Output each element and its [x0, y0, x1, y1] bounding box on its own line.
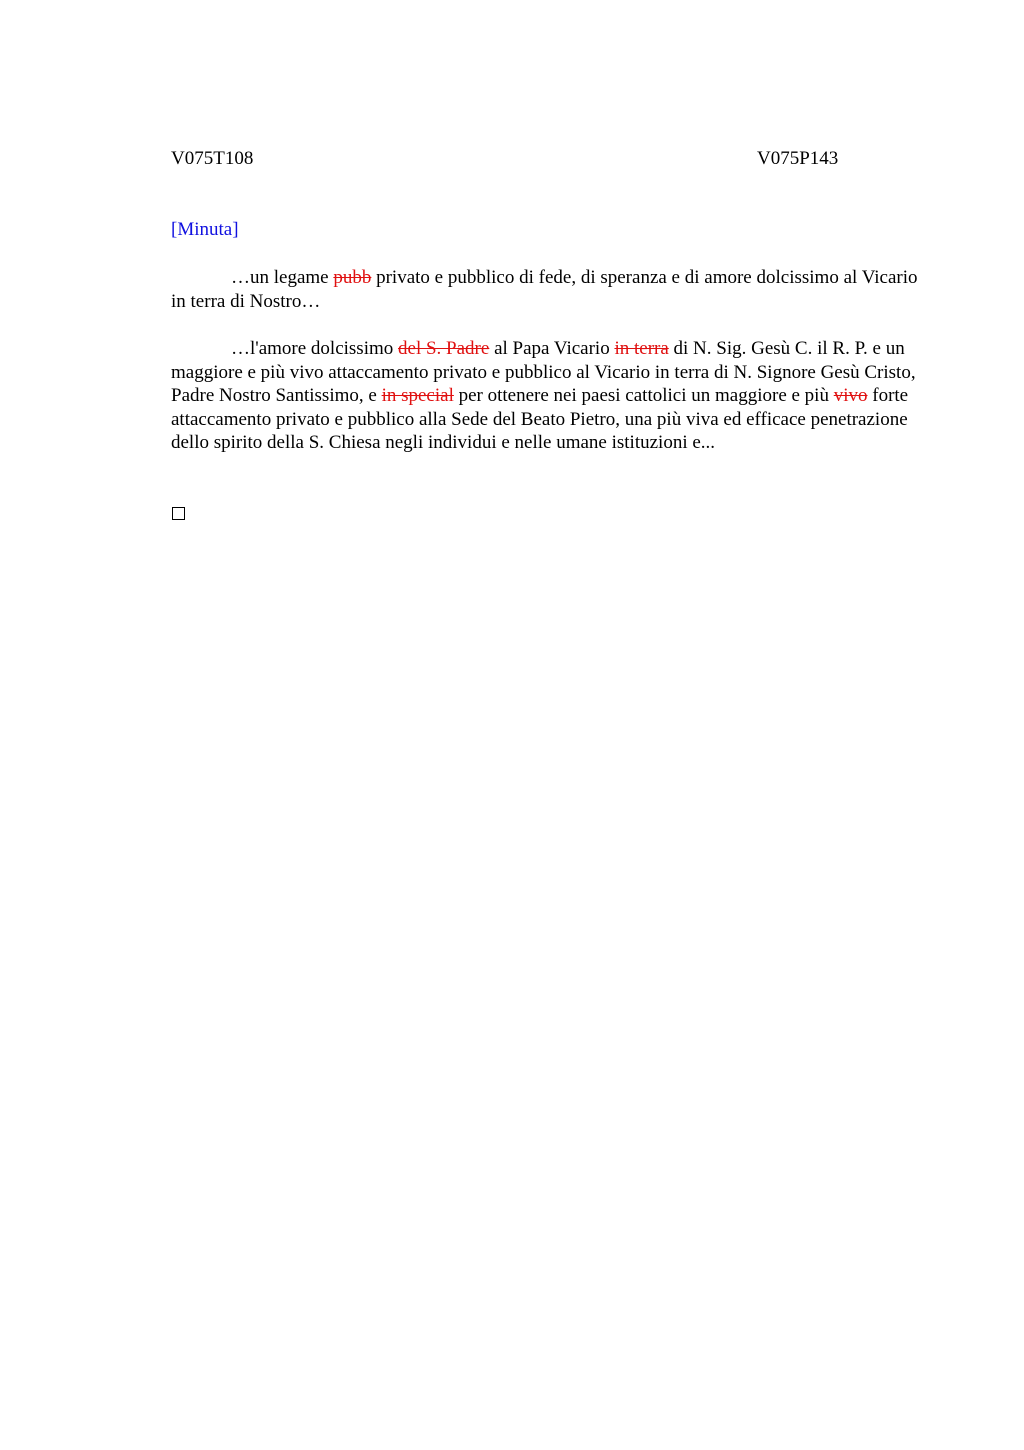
deleted-word: vivo [833, 385, 868, 406]
document-code-left: V075T108 [171, 148, 254, 169]
paragraph-2 [171, 337, 919, 455]
text-segment: …un legame [231, 267, 334, 288]
text-segment: per ottenere nei paesi cattolici un maggiore e più [453, 385, 834, 406]
text-segment: forte attaccamento privato e pubblico alla Sede del Beato Pietro, una più viva ed efficace penetrazione dello spirito della S. Chiesa negli individui e nelle umane istituzioni e... [171, 385, 909, 453]
text-segment: di N. Sig. Gesù C. il R. P. e un maggiore e più vivo attaccamento privato e pubblico al Vicario in terra di N. Signore Gesù Cristo, Padre Nostro Santissimo, e [171, 338, 916, 406]
document-code-right: V075P143 [757, 148, 839, 169]
deleted-word: del S. Padre [398, 338, 490, 359]
text-segment: privato e pubblico di fede, di speranza e di amore dolcissimo al Vicario in terra di Nostro… [171, 267, 918, 312]
paragraph-1 [171, 266, 919, 313]
text-segment: …l'amore dolcissimo [231, 338, 399, 359]
deleted-word: in special [381, 385, 454, 406]
minuta-label: [Minuta] [171, 219, 239, 240]
deleted-word: in terra [614, 338, 669, 359]
empty-square-icon [172, 507, 185, 520]
deleted-word: pubb [333, 267, 372, 288]
text-segment: al Papa Vicario [489, 338, 615, 359]
